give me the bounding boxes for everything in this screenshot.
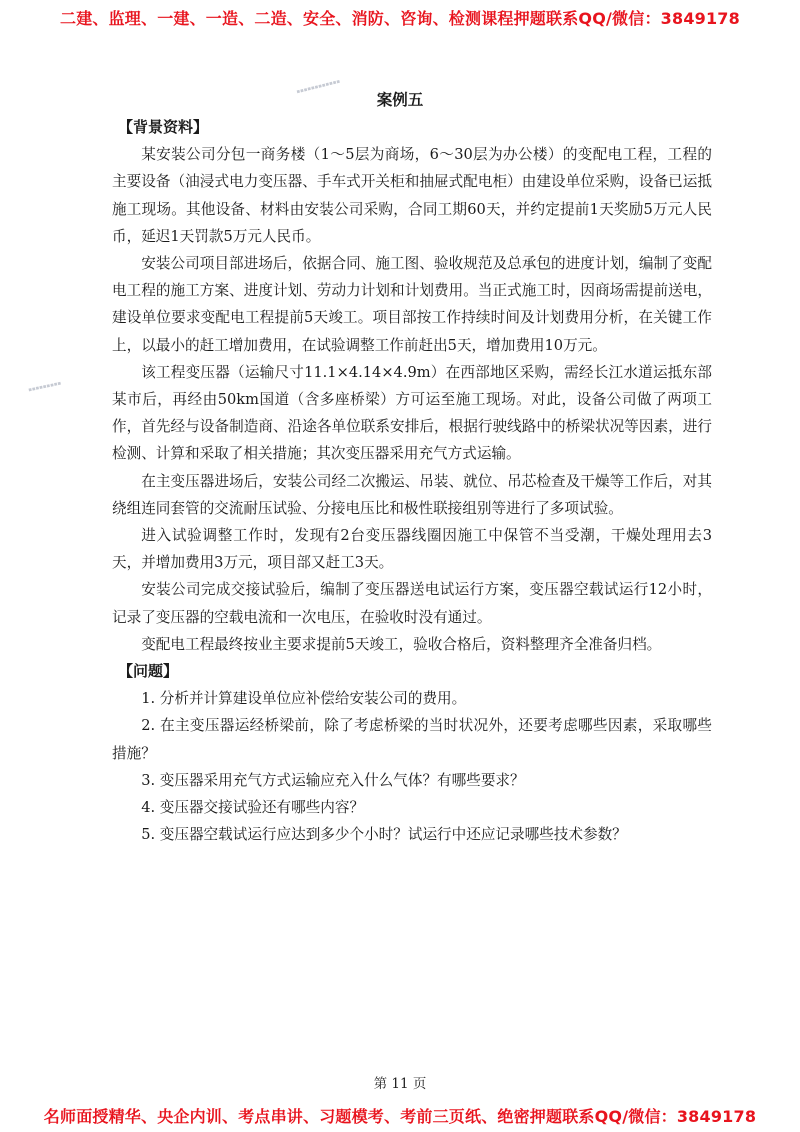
page-title: 案例五 bbox=[376, 91, 424, 109]
questions-heading: 【问题】 bbox=[118, 662, 179, 681]
background-paragraph: 安装公司完成交接试验后，编制了变压器送电试运行方案，变压器空载试运行12小时，记录了变压器的空载电流和一次电压，在验收时没有通过。 bbox=[112, 581, 712, 626]
watermark-stamp: ▪▪▪▪▪▪▪▪▪▪▪▪ bbox=[295, 78, 341, 96]
page-number: 第 11 页 bbox=[373, 1076, 427, 1092]
question-item: 2. 在主变压器运经桥梁前，除了考虑桥梁的当时状况外，还要考虑哪些因素，采取哪些措施？ bbox=[112, 717, 712, 762]
background-paragraph: 安装公司项目部进场后，依据合同、施工图、验收规范及总承包的进度计划，编制了变配电工程的施工方案、进度计划、劳动力计划和计划费用。当正式施工时，因商场需提前送电，建设单位要求变配电工程提前5天竣工。项目部按工作持续时间及计划费用分析，在关键工作上，以最小的赶工增加费用，在试验调整工作前赶出5天，增加费用10万元。 bbox=[112, 255, 712, 354]
question-item: 5. 变压器空载试运行应达到多少个小时？试运行中还应记录哪些技术参数？ bbox=[141, 826, 627, 844]
footer-banner: 名师面授精华、央企内训、考点串讲、习题模考、考前三页纸、绝密押题联系QQ/微信：3849178 bbox=[43, 1107, 757, 1126]
questions-list bbox=[112, 685, 712, 848]
question-item: 3. 变压器采用充气方式运输应充入什么气体？有哪些要求？ bbox=[141, 771, 525, 789]
question-item: 4. 变压器交接试验还有哪些内容？ bbox=[141, 799, 365, 817]
header-banner: 二建、监理、一建、一造、二造、安全、消防、咨询、检测课程押题联系QQ/微信：3849178 bbox=[60, 9, 740, 28]
background-paragraph: 在主变压器进场后，安装公司经二次搬运、吊装、就位、吊芯检查及干燥等工作后，对其绕组连同套管的交流耐压试验、分接电压比和极性联接组别等进行了多项试验。 bbox=[112, 472, 712, 517]
document-body bbox=[112, 114, 712, 848]
background-paragraph: 该工程变压器（运输尺寸11.1×4.14×4.9m）在西部地区采购，需经长江水道运抵东部某市后，再经由50km国道（含多座桥梁）方可运至施工现场。对此，设备公司做了两项工作，首先经与设备制造商、沿途各单位联系安排后，根据行驶线路中的桥梁状况等因素，进行检测、计算和采取了相关措施；其次变压器采用充气方式运输。 bbox=[112, 363, 712, 463]
question-item: 1. 分析并计算建设单位应补偿给安装公司的费用。 bbox=[141, 690, 467, 708]
background-paragraph: 变配电工程最终按业主要求提前5天竣工，验收合格后，资料整理齐全准备归档。 bbox=[141, 635, 662, 653]
watermark-stamp: ▪▪▪▪▪▪▪▪▪ bbox=[27, 380, 62, 394]
background-paragraph: 进入试验调整工作时，发现有2台变压器线圈因施工中保管不当受潮，干燥处理用去3天，并增加费用3万元，项目部又赶工3天。 bbox=[112, 527, 712, 572]
background-paragraph: 某安装公司分包一商务楼（1～5层为商场，6～30层为办公楼）的变配电工程，工程的主要设备（油浸式电力变压器、手车式开关柜和抽屉式配电柜）由建设单位采购，设备已运抵施工现场。其他设备、材料由安装公司采购，合同工期60天，并约定提前1天奖励5万元人民币，延迟1天罚款5万元人民币。 bbox=[112, 146, 712, 245]
background-heading: 【背景资料】 bbox=[118, 118, 209, 136]
